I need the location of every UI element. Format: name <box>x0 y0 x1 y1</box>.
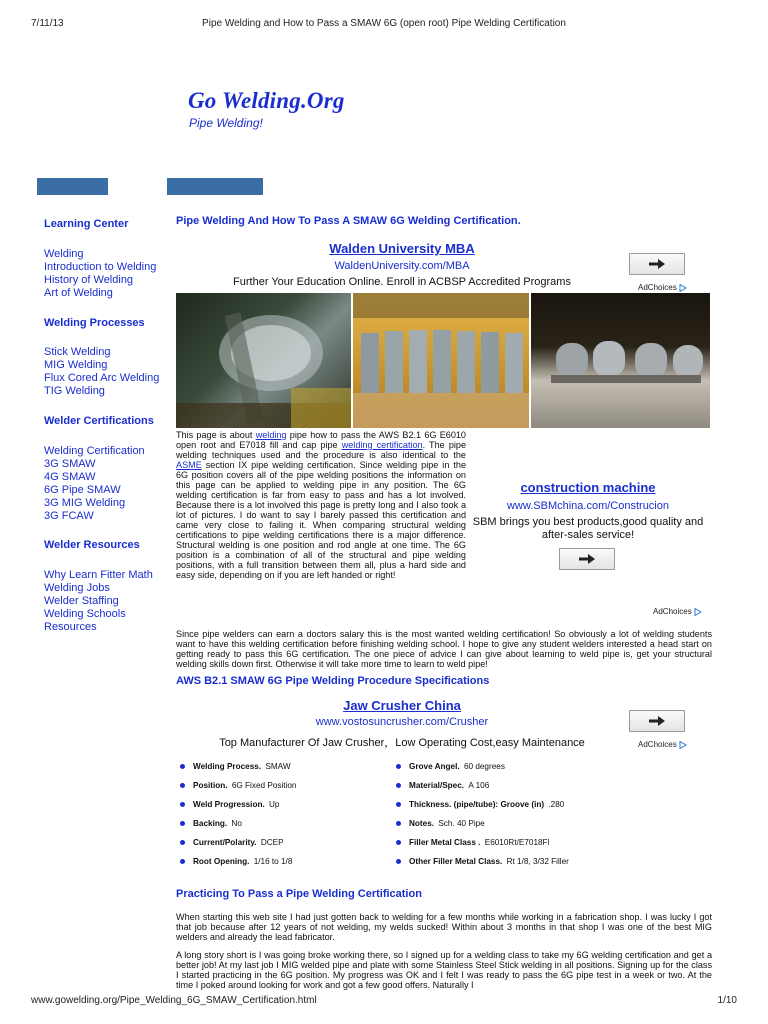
arrow-right-icon <box>649 259 665 269</box>
bullet-icon <box>396 802 401 807</box>
sidebar-link-3g-mig[interactable]: 3G MIG Welding <box>44 496 126 509</box>
adchoices-icon <box>679 741 687 749</box>
sidebar-link-stick[interactable]: Stick Welding <box>44 346 111 359</box>
ad3-adchoices[interactable] <box>638 740 687 749</box>
adchoices-icon <box>679 284 687 292</box>
print-date: 7/11/13 <box>31 18 64 29</box>
ad1-title[interactable]: Walden University MBA <box>329 241 475 256</box>
spec-label: Position. <box>193 781 228 790</box>
ad3-arrow-button[interactable] <box>629 710 685 732</box>
adchoices-label: AdChoices <box>638 283 677 292</box>
ad1-adchoices[interactable] <box>638 283 687 292</box>
photo-test-coupons <box>353 293 529 428</box>
bullet-icon <box>180 821 185 826</box>
photo-bent-coupons <box>531 293 710 428</box>
sidebar-link-3g-fcaw[interactable]: 3G FCAW <box>44 509 94 522</box>
sidebar-link-4g-smaw[interactable]: 4G SMAW <box>44 470 96 483</box>
spec-item <box>396 800 564 809</box>
spec-label: Backing. <box>193 819 228 828</box>
intro-link-welding[interactable]: welding <box>255 430 287 440</box>
sidebar-link-schools[interactable]: Welding Schools <box>44 608 126 621</box>
nav-button-1[interactable] <box>37 178 108 195</box>
spec-item <box>396 762 505 771</box>
arrow-right-icon <box>649 716 665 726</box>
paragraph-salary: Since pipe welders can earn a doctors salary this is the most wanted welding certification! So obviously a lot of welding students want to have this welding certification before finishing welding school. I hope to give any student welders interested a head start on getting ready to pass this 6G certification. The one piece of advice I can give about learning to weld pipe is, get your structural welding skills down first. Otherwise it will take more time to learn to weld pipe! <box>176 629 712 669</box>
sidebar-heading-resources: Welder Resources <box>44 539 140 552</box>
bullet-icon <box>180 802 185 807</box>
print-url: www.gowelding.org/Pipe_Welding_6G_SMAW_Certification.html <box>31 995 317 1006</box>
bullet-icon <box>396 859 401 864</box>
spec-item <box>180 819 242 828</box>
spec-label: Current/Polarity. <box>193 838 257 847</box>
sidebar-link-tig[interactable]: TIG Welding <box>44 385 105 398</box>
spec-label: Root Opening. <box>193 857 250 866</box>
site-subtitle: Pipe Welding! <box>189 116 263 130</box>
sidebar-heading-learning-center: Learning Center <box>44 218 129 230</box>
bullet-icon <box>180 859 185 864</box>
photo-strip <box>176 293 710 428</box>
bullet-icon <box>180 840 185 845</box>
spec-item <box>396 781 489 790</box>
ad2-title[interactable]: construction machine <box>520 480 656 495</box>
spec-item <box>180 781 296 790</box>
intro-text-3: . The pipe welding techniques used and the procedure is also identical to the <box>176 440 467 460</box>
spec-value: DCEP <box>260 838 284 847</box>
spec-value: 1/16 to 1/8 <box>253 857 293 866</box>
bullet-icon <box>396 840 401 845</box>
paragraph-long-story: A long story short is I was going broke working there, so I signed up for a welding class to take my 6G welding certification and get a better job! At my last job I MIG welded pipe and plate with some Stainless Steel Stick welding in all positions. Signing up for the class I started practicing in the 6G position. My progress was OK and I felt I was ready to pass the 6G pipe test in a week or two. At the time I poked around looking for work and got a few good offers. Naturally I <box>176 950 712 990</box>
spec-label: Filler Metal Class . <box>409 838 481 847</box>
adchoices-label: AdChoices <box>653 607 692 616</box>
intro-text-4: section IX pipe welding certification. Since welding pipe in the 6G position covers all of the pipe welding positions the information on this page can be applied to welding pipe in any position. The 6G welding certification is far from easy to pass and has a lot involved. Because there is a lot involved this page is pretty long and I also took a lot of pictures. I do want to say I barely passed this certification and came very close to failing it. When comparing structural welding certifications to pipe welding certifications there is a major difference. Structural welding is one position and rod angle at one time. The 6G position is a combination of all of the structural and pipe welding positions, with a full transition between them all, plus a hard side and easy side, depending on if you are left handed or right! <box>176 460 466 580</box>
intro-text-2: pipe how to pass the AWS B2.1 6G E6010 open root and E7018 fill and cap pipe <box>176 430 466 450</box>
spec-label: Other Filler Metal Class. <box>409 857 503 866</box>
bullet-icon <box>396 764 401 769</box>
sidebar-heading-certifications: Welder Certifications <box>44 415 154 428</box>
photo-welded-pipe <box>176 293 351 428</box>
spec-value: E6010Rt/E7018Fl <box>484 838 550 847</box>
bullet-icon <box>180 783 185 788</box>
spec-item <box>396 838 549 847</box>
spec-label: Thickness. (pipe/tube): Groove (in) <box>409 800 545 809</box>
ad2-url[interactable]: www.SBMchina.com/Construcion <box>506 500 669 512</box>
spec-label: Notes. <box>409 819 435 828</box>
ad2-arrow-button[interactable] <box>559 548 615 570</box>
spec-label: Material/Spec. <box>409 781 465 790</box>
spec-item <box>180 762 291 771</box>
page-heading: Pipe Welding And How To Pass A SMAW 6G Welding Certification. <box>176 215 521 227</box>
ad1-arrow-button[interactable] <box>629 253 685 275</box>
spec-value: A 106 <box>468 781 490 790</box>
ad3-url[interactable]: www.vostosuncrusher.com/Crusher <box>315 716 489 728</box>
procedure-heading: AWS B2.1 SMAW 6G Pipe Welding Procedure Specifications <box>176 675 490 687</box>
sidebar <box>44 218 169 651</box>
sidebar-heading-processes: Welding Processes <box>44 316 145 329</box>
ad1-description: Further Your Education Online. Enroll in ACBSP Accredited Programs <box>233 276 571 288</box>
paragraph-starting: When starting this web site I had just gotten back to welding for a few months while working in a fabrication shop. I was lucky I got that job because after 12 years of not welding, my welds sucked! Within about 3 months in that shop I was one of the best MIG welders and already the lead fabricator. <box>176 912 712 942</box>
site-title[interactable]: Go Welding.Org <box>188 88 345 113</box>
spec-label: Welding Process. <box>193 762 262 771</box>
spec-value: Rt 1/8, 3/32 Filler <box>506 857 569 866</box>
ad3-title[interactable]: Jaw Crusher China <box>343 698 461 713</box>
sidebar-link-art[interactable]: Art of Welding <box>44 286 113 299</box>
sidebar-link-fitter-math[interactable]: Why Learn Fitter Math <box>44 569 153 582</box>
sidebar-link-fcaw[interactable]: Flux Cored Arc Welding <box>44 372 160 385</box>
spec-value: 6G Fixed Position <box>231 781 297 790</box>
spec-value: SMAW <box>265 762 291 771</box>
page-number: 1/10 <box>717 995 737 1006</box>
practicing-heading: Practicing To Pass a Pipe Welding Certification <box>176 888 422 900</box>
sidebar-link-jobs[interactable]: Welding Jobs <box>44 582 110 595</box>
spec-value: Sch. 40 Pipe <box>438 819 485 828</box>
spec-item <box>180 838 284 847</box>
nav-button-2[interactable] <box>167 178 263 195</box>
spec-label: Weld Progression. <box>193 800 265 809</box>
arrow-right-icon <box>579 554 595 564</box>
spec-item <box>396 857 569 866</box>
ad2-description: SBM brings you best products,good quality and after-sales service! <box>472 516 704 541</box>
ad1-url[interactable]: WaldenUniversity.com/MBA <box>334 260 470 272</box>
sidebar-link-mig[interactable]: MIG Welding <box>44 359 108 372</box>
spec-item <box>180 857 292 866</box>
intro-text-1: This page is about <box>176 430 256 440</box>
sidebar-link-3g-smaw[interactable]: 3G SMAW <box>44 457 96 470</box>
bullet-icon <box>180 764 185 769</box>
sidebar-link-history[interactable]: History of Welding <box>44 273 134 286</box>
adchoices-icon <box>694 608 702 616</box>
sidebar-link-resources[interactable]: Resources <box>44 620 97 633</box>
adchoices-label: AdChoices <box>638 740 677 749</box>
intro-paragraph <box>176 430 466 580</box>
sidebar-link-welding[interactable]: Welding <box>44 247 84 260</box>
intro-link-welding-certification[interactable]: welding certification <box>341 440 423 450</box>
ad3-description: Top Manufacturer Of Jaw Crusher，Low Operating Cost,easy Maintenance <box>219 737 585 749</box>
sidebar-link-staffing[interactable]: Welder Staffing <box>44 595 119 608</box>
print-page-title: Pipe Welding and How to Pass a SMAW 6G (open root) Pipe Welding Certification <box>202 18 566 29</box>
sidebar-link-6g-pipe[interactable]: 6G Pipe SMAW <box>44 483 121 496</box>
spec-item <box>396 819 485 828</box>
spec-item <box>180 800 279 809</box>
intro-link-asme[interactable]: ASME <box>176 460 202 470</box>
spec-value: .280 <box>548 800 565 809</box>
spec-value: No <box>231 819 242 828</box>
ad2-adchoices[interactable] <box>653 607 702 616</box>
sidebar-link-welding-certification[interactable]: Welding Certification <box>44 444 145 457</box>
spec-value: Up <box>269 800 280 809</box>
bullet-icon <box>396 821 401 826</box>
spec-value: 60 degrees <box>463 762 505 771</box>
spec-label: Grove Angel. <box>409 762 460 771</box>
sidebar-link-introduction[interactable]: Introduction to Welding <box>44 260 157 273</box>
bullet-icon <box>396 783 401 788</box>
